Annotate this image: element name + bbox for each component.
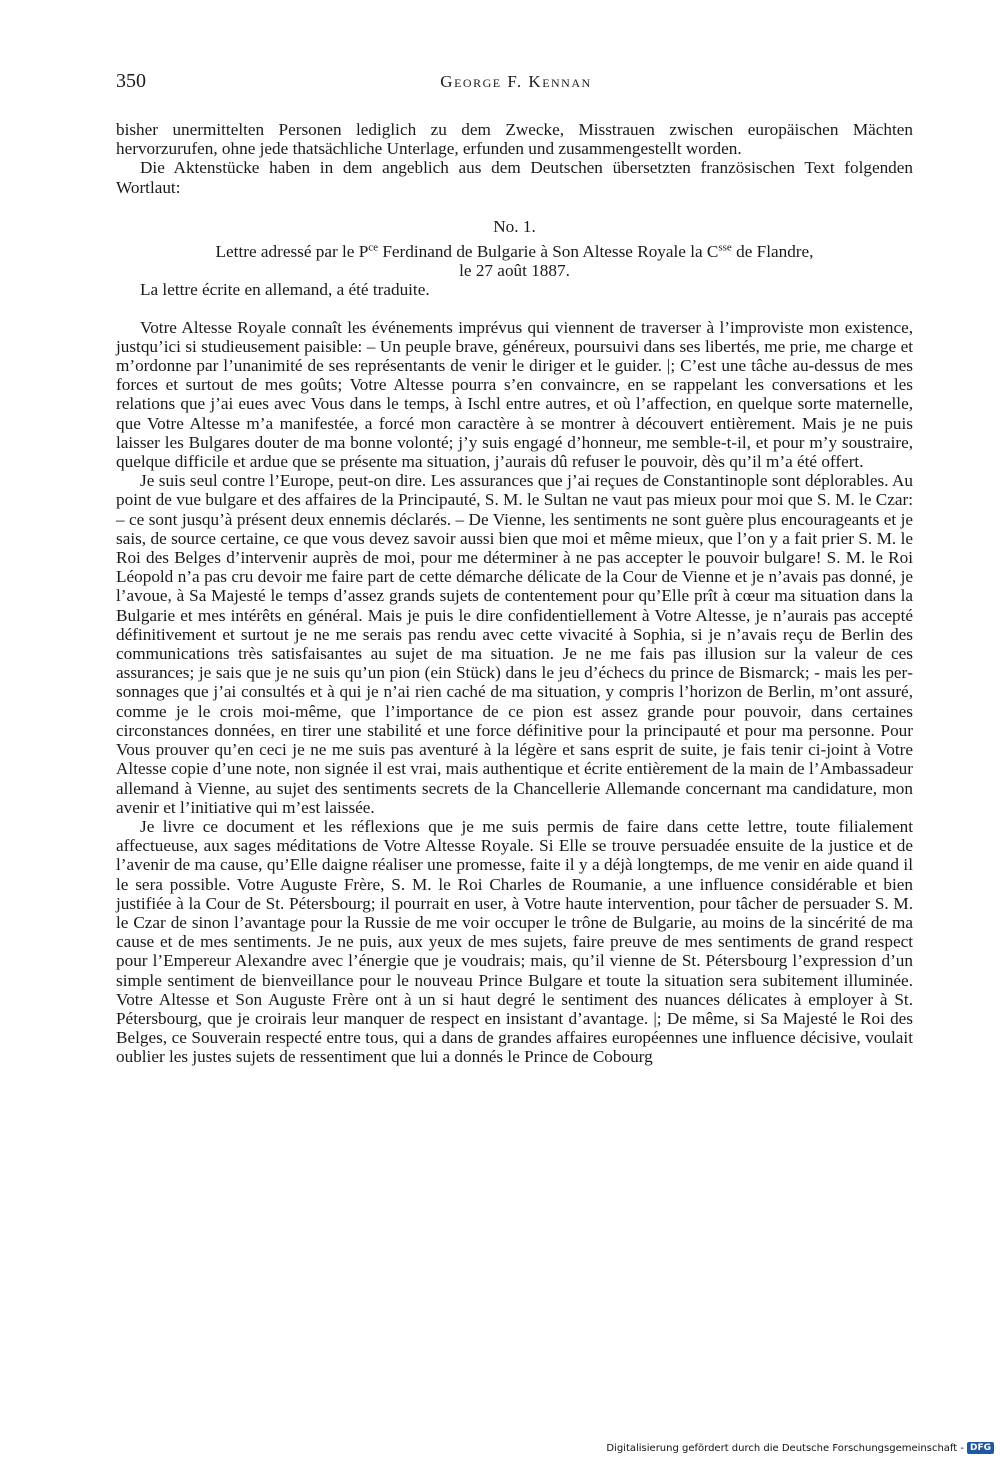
- page-body: [116, 120, 913, 1067]
- intro-paragraph-1: bisher unermittelten Personen lediglich zu dem Zwecke, Misstrauen zwischen europäischen Mächten hervorzurufen, ohne jede thatsächliche Unterlage, erfunden und zusammengestellt worden.: [116, 120, 913, 159]
- document-title-part2: Ferdinand de Bulgarie à Son Altesse Royale la C: [378, 242, 719, 262]
- page-number: 350: [116, 70, 146, 92]
- dfg-logo: DFG: [967, 1442, 994, 1454]
- document-number: No. 1.: [493, 216, 536, 236]
- digitization-footer: [606, 1442, 994, 1454]
- page-header: [116, 70, 916, 100]
- letter-paragraph-2: Je suis seul contre l’Europe, peut-on dire. Les assurances que j’ai reçues de Constantinople sont déplorables. Au point de vue bulgare et des affaires de la Principauté, S. M. le Sultan ne vaut pas mieux pour moi que S. M. le Czar: – ce sont jusqu’à présent deux ennemis déclarés. – De Vienne, les sentiments ne sont guère plus encourageants et je sais, de source certaine, ce que vous devez savoir aussi bien que moi et même mieux, que l’on y a fait prier S. M. le Roi des Belges d’intervenir auprès de moi, pour me déterminer à ne pas accepter le pouvoir bulgare! S. M. le Roi Léopold n’a pas cru devoir me faire part de cette démarche délicate de la Cour de Vienne et je n’avais pas donné, je l’avoue, à Sa Majesté le temps d’assez grands sujets de contentement pour qu’Elle prît à cœur ma situation dans la Bulgarie et mes intérêts en général. Mais je puis le dire confidentiellement à Votre Altesse, je n’aurais pas accepté définitivement et surtout je ne me serais pas rendu avec cette vivacité à Sophia, si je n’avais reçu de Berlin des communications très satisfaisantes au sujet de ma situation. Je ne me fais pas illusion sur la valeur de ces assurances; je sais que je ne suis qu’un pion (ein Stück) dans le jeu d’échecs du prince de Bismarck; - mais les personnages que j’ai consultés et à qui je n’ai rien caché de ma situation, y compris l’horizon de Berlin, m’ont assuré, comme je le crois moi-même, que l’importance de ce pion est assez grande pour pouvoir, dans certaines circonstances données, en tirer une stabilité et une force définitive pour la principauté et pour ma personne. Pour Vous prouver qu’en ceci je ne me suis pas aventuré à la légère et sans esprit de suite, je fais tenir ci-joint à Votre Altesse copie d’une note, non signée il est vrai, mais authentique et écrite entièrement de la main de l’Ambassadeur allemand à Vienne, au sujet des sentiments secrets de la Chancellerie Allemande concernant ma candidature, mon avenir et l’initiative qui m’est laissée.: [116, 471, 913, 817]
- document-title-part1: Lettre adressé par le P: [215, 242, 369, 262]
- letter-paragraph-3: Je livre ce document et les réflexions que je me suis permis de faire dans cette lettre, toute filialement affectueuse, aux sages méditations de Votre Altesse Royale. Si Elle se trouve persuadée ensuite de la justice et de l’avenir de ma cause, qu’Elle daigne réaliser une promesse, faite il y a déjà longtemps, de me venir en aide quand il le sera possible. Votre Auguste Frère, S. M. le Roi Charles de Roumanie, a une influence considérable et bien justifiée à la Cour de St. Pétersbourg; il pourrait en user, à Votre haute intervention, pour tâcher de persuader S. M. le Czar de sinon l’avantage pour la Russie de me voir occuper le trône de Bulgarie, au moins de la sincérité de ma cause et de mes sentiments. Je ne puis, aux yeux de mes sujets, faire preuve de mes sentiments de grand respect pour l’Empereur Alexandre avec l’énergie que je voudrais; mais, qu’il vienne de St. Pétersbourg l’expression d’un simple sentiment de bienveillance pour le nouveau Prince Bulgare et toute la situation sera subitement illuminée. Votre Altesse et Son Auguste Frère ont à un si haut degré le sentiment des nuances délicates à employer à St. Pétersbourg, que je croirais leur manquer de respect en insistant d’avantage. |; De même, si Sa Majesté le Roi des Belges, ce Souverain respecté entre tous, qui a dans de grandes affaires européennes une influence décisive, voulait oublier les justes sujets de ressentiment que lui a donnés le Prince de Cobourg: [116, 816, 913, 1067]
- letter-paragraph-1: Votre Altesse Royale connaît les événements imprévus qui viennent de traverser à l’improviste mon existence, justqu’ici si studieusement paisible: – Un peuple brave, généreux, poursuivi dans ses libertés, me prie, me charge et m’ordonne par l’unanimité de ses représentants de venir le diriger et le guider. |; C’est une tâche au-dessus de mes forces et surtout de mes goûts; Votre Altesse pourra s’en convaincre, en se rappelant les conversations et les relations que j’ai eues avec Vous dans le temps, à Ischl entre autres, et où l’affection, en quelque sorte maternelle, que Votre Altesse m’a manifestée, a forcé mon caractère à se montrer à découvert entièrement. Mais je ne puis laisser les Bulgares douter de ma bonne volonté; j’y suis engagé d’honneur, me semble-t-il, et pour m’y soustraire, quelque difficile et ardue que se présente ma situation, j’aurais dû refuser le pouvoir, dès qu’il m’a été offert.: [116, 317, 913, 472]
- document-title-sup2: sse: [718, 241, 732, 254]
- intro-paragraph-2: Die Aktenstücke haben in dem angeblich aus dem Deutschen übersetzten französischen Text folgenden Wortlaut:: [116, 158, 913, 197]
- translation-note: La lettre écrite en allemand, a été traduite.: [140, 280, 430, 300]
- running-head: George F. Kennan: [440, 72, 592, 91]
- footer-text: Digitalisierung gefördert durch die Deutsche Forschungsgemeinschaft -: [606, 1442, 964, 1454]
- document-title: [116, 242, 913, 261]
- document-title-sup1: ce: [368, 241, 379, 254]
- document-title-part3: de Flandre,: [731, 242, 814, 262]
- document-date: le 27 août 1887.: [459, 261, 570, 281]
